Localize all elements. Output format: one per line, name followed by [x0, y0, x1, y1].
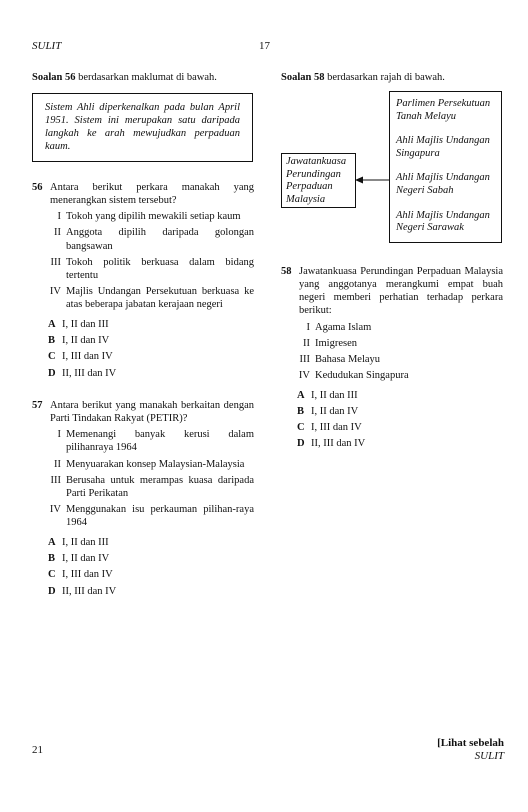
- header-sulit: SULIT: [32, 40, 62, 52]
- diagram-line: Perundingan: [286, 168, 341, 180]
- diagram-line: Malaysia: [286, 193, 326, 205]
- diagram-line: Ahli Majlis Undangan: [396, 209, 490, 221]
- diagram-line: Perpaduan: [286, 181, 333, 193]
- prompt-58-bold: Soalan 58: [281, 72, 325, 83]
- statement-text: Tokoh yang dipilih mewakili setiap kaum: [66, 211, 241, 223]
- option-letter: D: [48, 367, 56, 379]
- option-letter: A: [48, 537, 56, 549]
- diagram-committee-box: [281, 153, 356, 208]
- diagram-line: Negeri Sarawak: [396, 222, 464, 234]
- footer-sulit: SULIT: [474, 750, 504, 762]
- diagram-member-group: [396, 172, 495, 197]
- statement: [281, 369, 503, 382]
- statement-roman: III: [50, 474, 61, 486]
- answer-option-c[interactable]: [281, 421, 503, 434]
- prompt-58-rest: berdasarkan rajah di bawah.: [324, 72, 445, 83]
- statement-text: Agama Islam: [315, 321, 372, 333]
- statement-text: Anggota dipilih daripada golongan bangsawan: [66, 227, 254, 252]
- diagram-line: Parlimen Persekutuan: [396, 98, 491, 109]
- statement: [32, 256, 254, 282]
- info-box: [32, 93, 253, 162]
- answer-option-c[interactable]: [32, 568, 254, 581]
- diagram-member-group: [396, 98, 495, 123]
- statement-roman: III: [50, 256, 61, 268]
- option-text: I, II dan IV: [62, 335, 110, 347]
- option-letter: C: [297, 422, 305, 434]
- answer-option-b[interactable]: [281, 405, 503, 418]
- statement-text: Kedudukan Singapura: [315, 369, 409, 381]
- answer-option-d[interactable]: [32, 585, 254, 598]
- footer-turn-over: [Lihat sebelah: [437, 737, 504, 749]
- statement-roman: I: [306, 321, 310, 333]
- answer-option-d[interactable]: [32, 367, 254, 380]
- option-letter: C: [48, 351, 56, 363]
- diagram-members-box: [389, 91, 502, 243]
- option-text: I, II dan III: [311, 390, 358, 401]
- question-57: [32, 399, 254, 598]
- statement-text: Imigresen: [315, 337, 357, 349]
- option-letter: B: [48, 553, 56, 565]
- diagram-member-group: [396, 135, 495, 160]
- prompt-58: [281, 71, 445, 84]
- statement: [281, 353, 503, 366]
- answer-option-d[interactable]: [281, 437, 503, 450]
- diagram-line: Negeri Sabah: [396, 184, 454, 196]
- option-text: I, II dan IV: [62, 553, 110, 565]
- option-text: II, III dan IV: [62, 585, 117, 597]
- diagram-line: Ahli Majlis Undangan: [396, 135, 490, 147]
- question-number: 58: [281, 266, 292, 277]
- statement-roman: I: [57, 211, 61, 223]
- option-text: I, III dan IV: [62, 569, 113, 581]
- statement-roman: IV: [298, 369, 310, 381]
- option-letter: D: [297, 438, 305, 450]
- answer-option-b[interactable]: [32, 334, 254, 347]
- statement: [32, 285, 254, 311]
- statement: [32, 428, 254, 454]
- option-letter: D: [48, 585, 56, 597]
- diagram-line: Tanah Melayu: [396, 110, 456, 122]
- statement-text: Tokoh politik berkuasa dalam bidang tertentu: [66, 256, 254, 281]
- answer-option-a[interactable]: [32, 536, 254, 549]
- statement: [32, 210, 254, 223]
- statement-roman: II: [303, 337, 310, 349]
- option-text: I, III dan IV: [311, 422, 362, 434]
- statement-roman: IV: [49, 285, 61, 297]
- option-text: I, III dan IV: [62, 351, 113, 363]
- diagram-line: Jawatankuasa: [286, 156, 347, 167]
- question-number: 57: [32, 400, 43, 411]
- diagram-arrow: [355, 174, 391, 186]
- question-56: [32, 181, 254, 380]
- statement: [32, 458, 254, 471]
- question-stem: Jawatankuasa Perundingan Perpaduan Malaysia yang anggotanya merangkumi empat buah negeri memberi perhatian terhadap perkara berikut:: [299, 266, 503, 317]
- prompt-56-rest: berdasarkan maklumat di bawah.: [75, 72, 217, 83]
- option-text: II, III dan IV: [62, 367, 117, 379]
- statement: [281, 337, 503, 350]
- option-text: I, II dan III: [62, 319, 109, 331]
- option-text: II, III dan IV: [311, 438, 366, 450]
- prompt-56-bold: Soalan 56: [32, 72, 76, 83]
- info-box-text: Sistem Ahli diperkenalkan pada bulan April 1951. Sistem ini merupakan satu daripada langkah ke arah mewujudkan perpaduan kaum.: [45, 102, 240, 153]
- diagram-member-group: [396, 210, 495, 235]
- statement-text: Memenangi banyak kerusi dalam pilihanraya 1964: [66, 429, 254, 454]
- option-letter: B: [48, 335, 56, 347]
- option-letter: A: [297, 390, 305, 401]
- statement: [32, 474, 254, 500]
- diagram-line: Ahli Majlis Undangan: [396, 172, 490, 184]
- statement-text: Berusaha untuk merampas kuasa daripada Parti Perikatan: [66, 474, 254, 499]
- option-letter: A: [48, 319, 56, 331]
- statement-roman: IV: [49, 503, 61, 515]
- option-text: I, II dan III: [62, 537, 109, 549]
- page-number: 17: [259, 40, 270, 52]
- answer-option-c[interactable]: [32, 350, 254, 363]
- answer-option-b[interactable]: [32, 552, 254, 565]
- question-stem: Antara berikut yang manakah berkaitan dengan Parti Tindakan Rakyat (PETIR)?: [50, 400, 254, 425]
- prompt-56: [32, 71, 217, 84]
- statement-roman: I: [57, 429, 61, 441]
- question-number: 56: [32, 182, 43, 193]
- question-stem: Antara berikut perkara manakah yang menerangkan sistem tersebut?: [50, 182, 254, 207]
- answer-option-a[interactable]: [281, 389, 503, 402]
- statement: [32, 503, 254, 529]
- statement-roman: III: [299, 353, 310, 365]
- option-text: I, II dan IV: [311, 406, 359, 418]
- statement-text: Bahasa Melayu: [315, 353, 381, 365]
- option-letter: C: [48, 569, 56, 581]
- statement: [32, 226, 254, 252]
- statement-roman: II: [54, 227, 61, 239]
- diagram-line: Singapura: [396, 147, 440, 159]
- question-58: [281, 265, 503, 451]
- answer-option-a[interactable]: [32, 318, 254, 331]
- statement-text: Menggunakan isu perkauman pilihan-raya 1964: [66, 503, 254, 528]
- statement-text: Menyuarakan konsep Malaysian-Malaysia: [66, 458, 245, 470]
- option-letter: B: [297, 406, 305, 418]
- statement-text: Majlis Undangan Persekutuan berkuasa ke atas beberapa jabatan kerajaan negeri: [66, 285, 254, 310]
- footer-page-number: 21: [32, 744, 43, 756]
- statement-roman: II: [54, 458, 61, 470]
- statement: [281, 321, 503, 334]
